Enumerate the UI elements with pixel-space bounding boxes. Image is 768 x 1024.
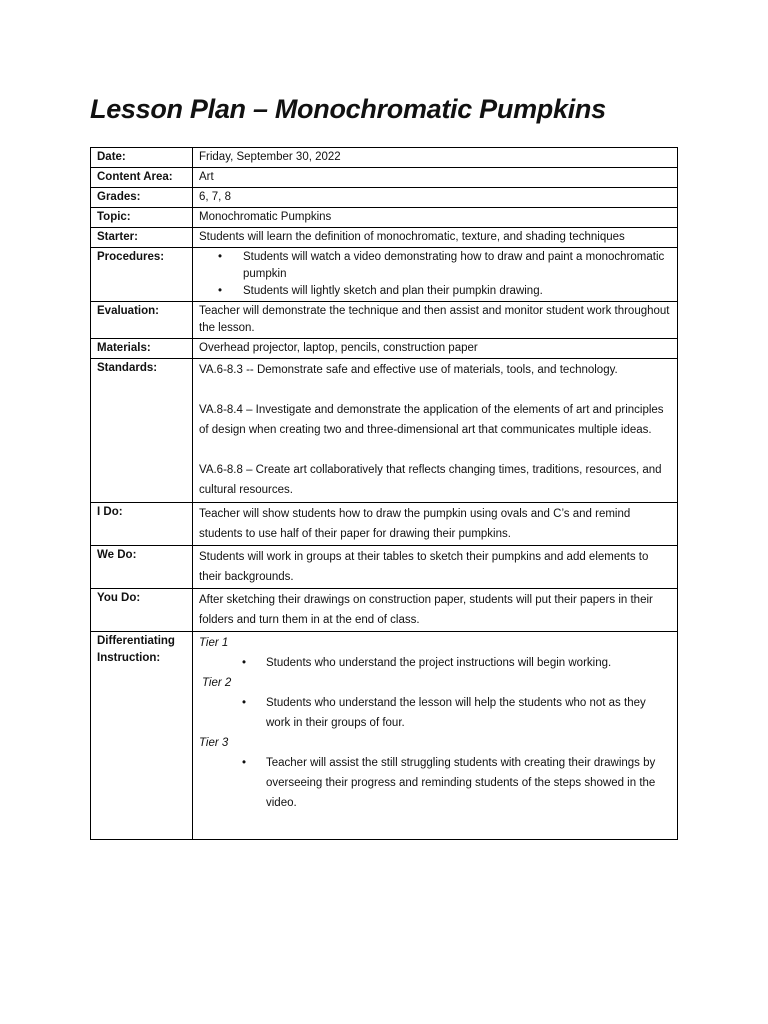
row-value [193, 632, 678, 840]
table-row-starter [91, 228, 678, 248]
row-label: Date: [91, 148, 193, 168]
standard-item: VA.8-8.4 – Investigate and demonstrate the application of the elements of art and principles of design when creating two and three-dimensional art that communicates multiple ideas. [199, 404, 664, 436]
table-row-we-do [91, 546, 678, 589]
row-value [193, 248, 678, 302]
standard-item: VA.6-8.8 – Create art collaboratively that reflects changing times, traditions, resources, and cultural resources. [199, 464, 662, 496]
row-label: You Do: [91, 589, 193, 632]
list-item: • Students who understand the project instructions will begin working. [266, 653, 672, 673]
row-label: Procedures: [91, 248, 193, 302]
row-label: Evaluation: [91, 302, 193, 339]
row-label: Grades: [91, 188, 193, 208]
row-value: Friday, September 30, 2022 [193, 148, 678, 168]
table-row-standards [91, 359, 678, 503]
row-value: Monochromatic Pumpkins [193, 208, 678, 228]
row-value: Art [193, 168, 678, 188]
row-label: Standards: [91, 359, 193, 503]
row-label: Starter: [91, 228, 193, 248]
table-row-date [91, 148, 678, 168]
table-row-i-do [91, 503, 678, 546]
list-item: • Students will watch a video demonstrating how to draw and paint a monochromatic pumpkin [243, 249, 672, 283]
row-label: I Do: [91, 503, 193, 546]
tier-label: Tier 3 [199, 737, 229, 749]
row-label: Differentiating Instruction: [91, 632, 193, 840]
table-row-grades [91, 188, 678, 208]
tier-label: Tier 2 [202, 677, 232, 689]
document-title: Lesson Plan – Monochromatic Pumpkins [90, 94, 606, 124]
list-item: • Students who understand the lesson will help the students who not as they work in their groups of four. [266, 693, 672, 733]
row-value: Teacher will demonstrate the technique and then assist and monitor student work throughout the lesson. [193, 302, 678, 339]
row-value: Overhead projector, laptop, pencils, construction paper [193, 339, 678, 359]
tier-list [199, 693, 672, 733]
table-row-topic [91, 208, 678, 228]
table-row-differentiating [91, 632, 678, 840]
row-value: Students will work in groups at their tables to sketch their pumpkins and add elements to their backgrounds. [193, 546, 678, 589]
procedures-list [199, 249, 672, 300]
row-label: Materials: [91, 339, 193, 359]
lesson-plan-table [90, 147, 678, 840]
table-row-procedures [91, 248, 678, 302]
list-item: • Students will lightly sketch and plan their pumpkin drawing. [243, 283, 672, 300]
row-label: We Do: [91, 546, 193, 589]
tier-list [199, 653, 672, 673]
standard-item: VA.6-8.3 -- Demonstrate safe and effective use of materials, tools, and technology. [199, 364, 618, 376]
row-value: Teacher will show students how to draw the pumpkin using ovals and C’s and remind students to use half of their paper for drawing their pumpkins. [193, 503, 678, 546]
table-row-evaluation [91, 302, 678, 339]
list-item: • Teacher will assist the still struggling students with creating their drawings by overseeing their progress and reminding students of the steps showed in the video. [266, 753, 672, 813]
table-row-content-area [91, 168, 678, 188]
row-value [193, 359, 678, 503]
table-row-materials [91, 339, 678, 359]
row-value: 6, 7, 8 [193, 188, 678, 208]
row-value: After sketching their drawings on construction paper, students will put their papers in their folders and turn them in at the end of class. [193, 589, 678, 632]
table-row-you-do [91, 589, 678, 632]
row-label: Topic: [91, 208, 193, 228]
row-value: Students will learn the definition of monochromatic, texture, and shading techniques [193, 228, 678, 248]
tier-label: Tier 1 [199, 637, 229, 649]
row-label: Content Area: [91, 168, 193, 188]
tier-list [199, 753, 672, 813]
